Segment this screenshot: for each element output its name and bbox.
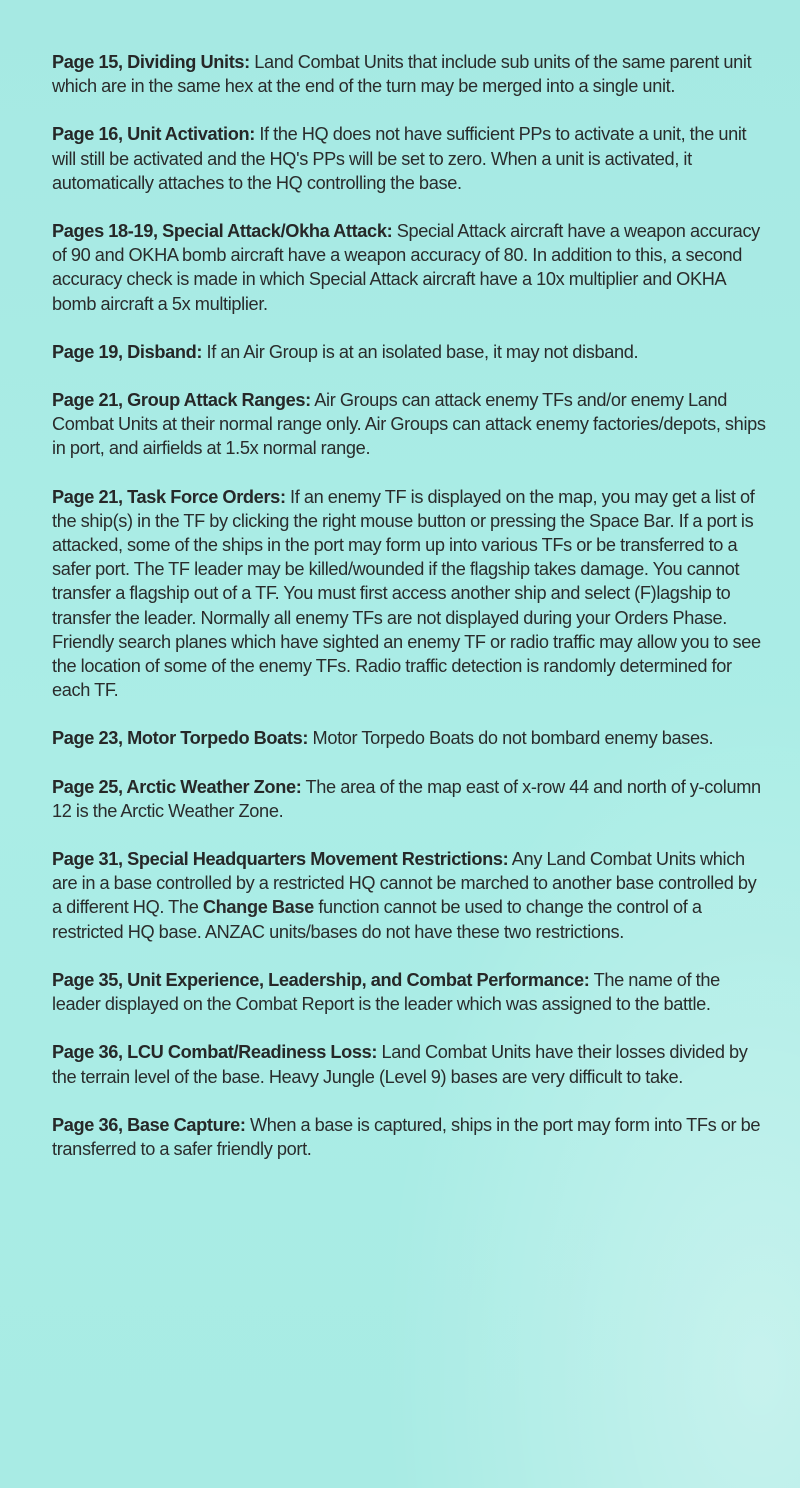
entry-base-capture <box>52 1113 768 1161</box>
entry-text: If an enemy TF is displayed on the map, you may get a list of the ship(s) in the TF by clicking the right mouse button or pressing the Space Bar. If a port is attacked, some of the ships in the port may form up into various TFs or be transferred to a safer port. The TF leader may be killed/wounded if the flagship takes damage. You cannot transfer a flagship out of a TF. You must first access another ship and select (F)lagship to transfer the leader. Normally all enemy TFs are not displayed during your Orders Phase. Friendly search planes which have sighted an enemy TF or radio traffic may allow you to see the location of some of the enemy TFs. Radio traffic detection is randomly determined for each TF. <box>52 486 761 701</box>
entry-arctic-weather-zone <box>52 775 768 823</box>
entry-heading: Page 16, Unit Activation: <box>52 124 255 145</box>
entry-text: Special Attack aircraft have a weapon accuracy of 90 and OKHA bomb aircraft have a weapon accuracy of 80. In addition to this, a second accuracy check is made in which Special Attack aircraft have a 10x multiplier and OKHA bomb aircraft a 5x multiplier. <box>52 221 760 314</box>
entry-heading: Page 31, Special Headquarters Movement Restrictions: <box>52 849 509 870</box>
entry-text: If the HQ does not have sufficient PPs to activate a unit, the unit will still be activated and the HQ's PPs will be set to zero. When a unit is activated, it automatically attaches to the HQ controlling the base. <box>52 124 747 193</box>
entry-text: Any Land Combat Units which are in a base controlled by a restricted HQ cannot be marched to another base controlled by a different HQ. The <box>52 849 757 918</box>
entry-heading: Page 21, Group Attack Ranges: <box>52 390 311 411</box>
entry-text: function cannot be used to change the control of a restricted HQ base. ANZAC units/bases do not have these two restrictions. <box>52 897 702 942</box>
entry-hq-movement-restrictions <box>52 847 768 944</box>
entry-unit-experience <box>52 968 768 1016</box>
entry-group-attack-ranges <box>52 388 768 461</box>
entry-heading: Page 25, Arctic Weather Zone: <box>52 776 302 797</box>
entry-task-force-orders <box>52 485 768 703</box>
entry-special-attack <box>52 219 768 316</box>
errata-page <box>52 50 768 1185</box>
entry-heading: Page 36, LCU Combat/Readiness Loss: <box>52 1042 378 1063</box>
entry-text: The area of the map east of x-row 44 and north of y-column 12 is the Arctic Weather Zone. <box>52 776 761 821</box>
change-base-term: Change Base <box>202 897 314 918</box>
entry-disband <box>52 340 768 364</box>
entry-dividing-units <box>52 50 768 98</box>
entry-text: The name of the leader displayed on the Combat Report is the leader which was assigned to the battle. <box>52 969 720 1015</box>
entry-heading: Page 15, Dividing Units: <box>52 52 250 72</box>
entry-text: If an Air Group is at an isolated base, it may not disband. <box>202 341 639 362</box>
entry-text: Land Combat Units have their losses divided by the terrain level of the base. Heavy Jungle (Level 9) bases are very difficult to take. <box>52 1042 748 1087</box>
entry-unit-activation <box>52 122 768 195</box>
entry-text: Motor Torpedo Boats do not bombard enemy bases. <box>308 728 714 749</box>
entry-heading: Page 35, Unit Experience, Leadership, and Combat Performance: <box>52 969 590 990</box>
entry-heading: Page 21, Task Force Orders: <box>52 486 286 507</box>
entry-heading: Page 36, Base Capture: <box>52 1114 246 1135</box>
entry-heading: Pages 18-19, Special Attack/Okha Attack: <box>52 221 393 242</box>
entry-motor-torpedo-boats <box>52 726 768 750</box>
entry-lcu-combat-loss <box>52 1040 768 1088</box>
entry-text: Air Groups can attack enemy TFs and/or enemy Land Combat Units at their normal range only. Air Groups can attack enemy factories/depots, ships in port, and airfields at 1.5x normal range. <box>52 390 766 459</box>
entry-heading: Page 23, Motor Torpedo Boats: <box>52 728 309 749</box>
entry-text: Land Combat Units that include sub units of the same parent unit which are in the same hex at the end of the turn may be merged into a single unit. <box>52 52 752 97</box>
entry-heading: Page 19, Disband: <box>52 341 203 362</box>
entry-text: When a base is captured, ships in the port may form into TFs or be transferred to a safer friendly port. <box>52 1114 761 1159</box>
